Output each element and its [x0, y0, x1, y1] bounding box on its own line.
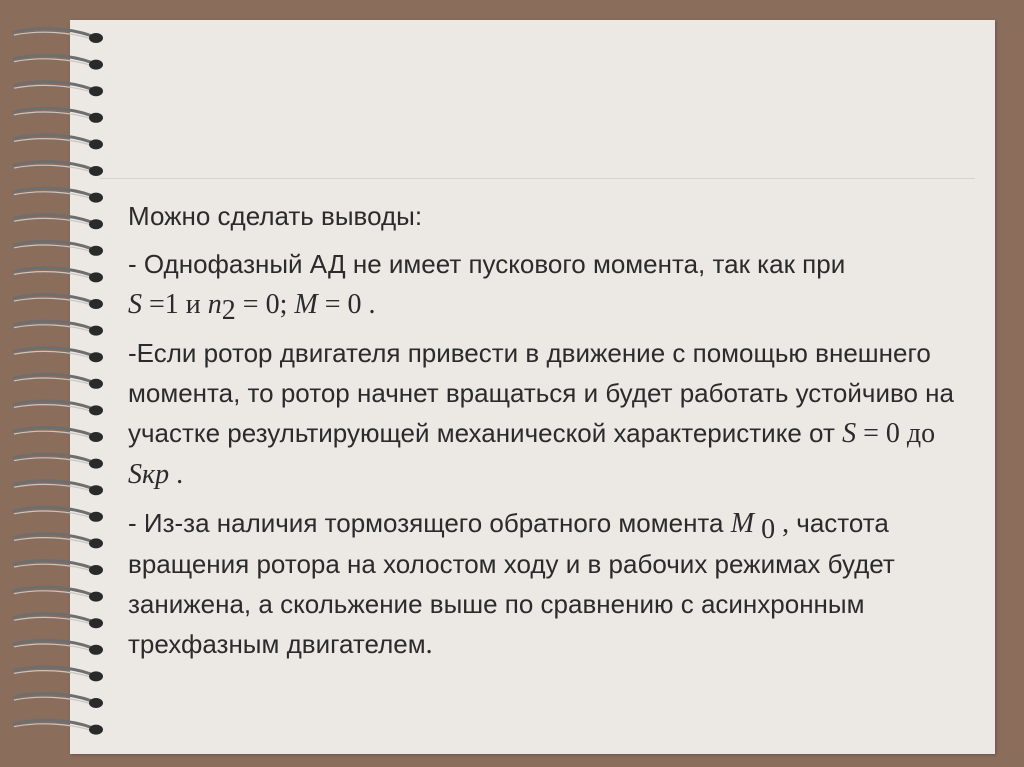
conclusion-3 — [128, 503, 978, 665]
spiral-ring-icon — [14, 135, 103, 149]
spiral-ring-icon — [14, 241, 103, 255]
title-divider — [100, 178, 975, 179]
var-n: n — [207, 289, 222, 320]
var-skr: Sкр — [128, 459, 170, 490]
spiral-ring-icon — [14, 162, 103, 176]
spiral-ring-icon — [14, 82, 103, 96]
spiral-ring-icon — [14, 454, 103, 468]
spiral-binding-icon — [0, 20, 115, 754]
var-s-2: S — [842, 418, 857, 449]
spiral-ring-icon — [14, 587, 103, 601]
var-n-subscript: 2 — [221, 295, 236, 326]
spiral-ring-icon — [14, 694, 103, 708]
conclusion-3-comma: , — [775, 508, 790, 539]
spiral-ring-icon — [14, 108, 103, 122]
var-m: M — [294, 289, 318, 320]
conclusion-2-end: . — [169, 459, 184, 490]
spiral-ring-icon — [14, 534, 103, 548]
spiral-ring-icon — [14, 29, 103, 43]
spiral-ring-icon — [14, 640, 103, 654]
spiral-ring-icon — [14, 321, 103, 335]
var-m-subscript: 0 — [754, 514, 776, 545]
spiral-ring-icon — [14, 667, 103, 681]
formula-s-eq: =1 и — [142, 289, 208, 320]
spiral-ring-icon — [14, 348, 103, 362]
spiral-ring-icon — [14, 215, 103, 229]
spiral-ring-icon — [14, 481, 103, 495]
spiral-ring-icon — [14, 720, 103, 734]
spiral-ring-icon — [14, 401, 103, 415]
conclusion-2 — [128, 333, 978, 495]
spiral-ring-icon — [14, 428, 103, 442]
formula-m-eq: = 0 . — [317, 289, 376, 320]
slide-body — [128, 196, 978, 673]
conclusion-1 — [128, 244, 978, 284]
spiral-ring-icon — [14, 507, 103, 521]
var-m-0: M — [730, 508, 755, 539]
conclusion-2-mid: = 0 до — [856, 418, 936, 449]
spiral-ring-icon — [14, 561, 103, 575]
spiral-ring-icon — [14, 614, 103, 628]
formula-n-eq: = 0; — [235, 289, 295, 320]
formula-line — [128, 284, 978, 325]
spiral-ring-icon — [14, 268, 103, 282]
intro-text: Можно сделать выводы: — [128, 201, 423, 231]
spiral-ring-icon — [14, 374, 103, 388]
conclusion-3-end: . — [425, 629, 433, 660]
spiral-ring-icon — [14, 188, 103, 202]
conclusion-2-text: -Если ротор двигателя привести в движение с помощью внешнего момента, то ротор начнет вращаться и будет работать устойчиво на участке результирующей механической характеристике от — [128, 338, 954, 448]
conclusion-3-text-b: частота вращения ротора на холостом ходу и в рабочих режимах будет занижена, а скольжение выше по сравнению с асинхронным трехфазным двигателем — [128, 508, 895, 659]
spiral-ring-icon — [14, 55, 103, 69]
spiral-ring-icon — [14, 295, 103, 309]
conclusion-3-text-a: - Из-за наличия тормозящего обратного момента — [128, 508, 731, 538]
conclusion-1-text: - Однофазный АД не имеет пускового момента, так как при — [128, 249, 846, 279]
var-s: S — [128, 289, 142, 320]
